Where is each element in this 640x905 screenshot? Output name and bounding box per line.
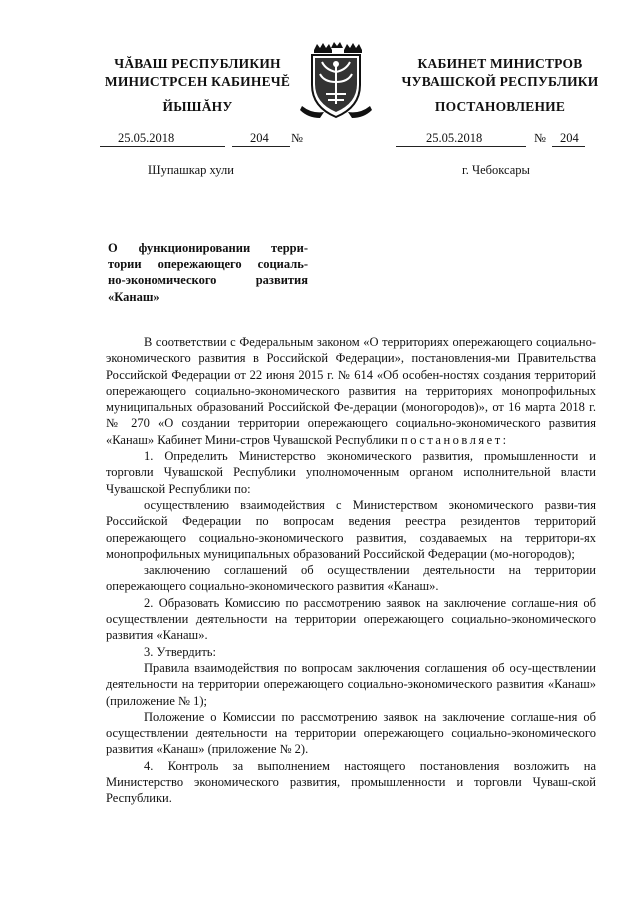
doc-date: 25.05.2018	[426, 131, 483, 145]
paragraph-3a: Правила взаимодействия по вопросам заключения соглашения об осу-ществлении деятельности на территории опережающего социально-экономического развития «Канаш» (приложение № 1);	[106, 660, 596, 708]
title-line-4: «Канаш»	[108, 289, 160, 304]
number-sign: №	[291, 131, 303, 145]
decree-word: постановляет:	[401, 432, 509, 447]
org-name-russian	[395, 55, 605, 91]
doc-type-chuvash: ЙЫШĂНУ	[162, 99, 233, 114]
intro-paragraph	[106, 334, 596, 448]
paragraph-1a: осуществлению взаимодействия с Министерством экономического разви-тия Российской Федерации по вопросам ведения реестра резидентов территорий опережающего социально-экономического развития, создаваемых на территори-ях монопрофильных муниципальных образований Российской Федерации (мо-ногородов);	[106, 497, 596, 561]
document-title	[108, 240, 308, 305]
title-line-2: тории опережающего социаль-	[108, 257, 308, 272]
paragraph-4: 4. Контроль за выполнением настоящего постановления возложить на Министерство экономического развития, промышленности и торговли Чуваш-ской Республики.	[106, 758, 596, 806]
number-sign: №	[534, 131, 546, 145]
org-name-chuvash	[95, 55, 300, 91]
coat-of-arms-emblem	[300, 42, 372, 120]
city-chuvash: Шупашкар хули	[148, 163, 234, 177]
org-line-2: МИНИСТРСЕН КАБИНЕЧĔ	[104, 74, 291, 89]
paragraph-3b: Положение о Комиссии по рассмотрению заявок на заключение соглаше-ния об осуществлении деятельности на территории опережающего социально-экономического развития «Канаш» (приложение № 2).	[106, 709, 596, 757]
number-line	[232, 146, 290, 147]
title-line-1: О функционировании терри-	[108, 241, 308, 255]
city-russian: г. Чебоксары	[462, 163, 530, 177]
doc-number: 204	[560, 131, 579, 145]
date-line	[100, 146, 225, 147]
date-line	[396, 146, 526, 147]
doc-type-russian: ПОСТАНОВЛЕНИЕ	[434, 99, 566, 114]
paragraph-3: 3. Утвердить:	[144, 644, 216, 659]
org-line-2: ЧУВАШСКОЙ РЕСПУБЛИКИ	[401, 74, 599, 89]
doc-date: 25.05.2018	[118, 131, 175, 145]
doc-number: 204	[250, 131, 269, 145]
org-line-1: ЧĂВАШ РЕСПУБЛИКИН	[114, 56, 281, 71]
number-line	[552, 146, 585, 147]
intro-text: В соответствии с Федеральным законом «О территориях опережающего социально-экономического развития в Российской Федерации», постановления-ми Правительства Российской Федерации от 22 июня 2015 г. № 614 «Об особен-ностях создания территорий опережающего социально-экономического развития на территориях монопрофильных муниципальных образований Российской Фе-дерации (моногородов)», от 16 марта 2018 г. № 270 «О создании территории опережающего социально-экономического развития «Канаш» Кабинет Мини-стров Чувашской Республики	[106, 335, 596, 447]
org-line-1: КАБИНЕТ МИНИСТРОВ	[417, 56, 583, 71]
paragraph-2: 2. Образовать Комиссию по рассмотрению заявок на заключение соглаше-ния об осуществлении деятельности на территории опережающего социально-экономического развития «Канаш».	[106, 595, 596, 643]
document-body	[106, 334, 596, 807]
paragraph-1: 1. Определить Министерство экономического развития, промышленности и торговли Чувашской Республики уполномоченным органом исполнительной власти Чувашской Республики по:	[106, 449, 596, 496]
title-line-3: но-экономического развития	[108, 273, 308, 288]
paragraph-1b: заключению соглашений об осуществлении деятельности на территории опережающего социально-экономического развития «Канаш».	[106, 563, 596, 594]
